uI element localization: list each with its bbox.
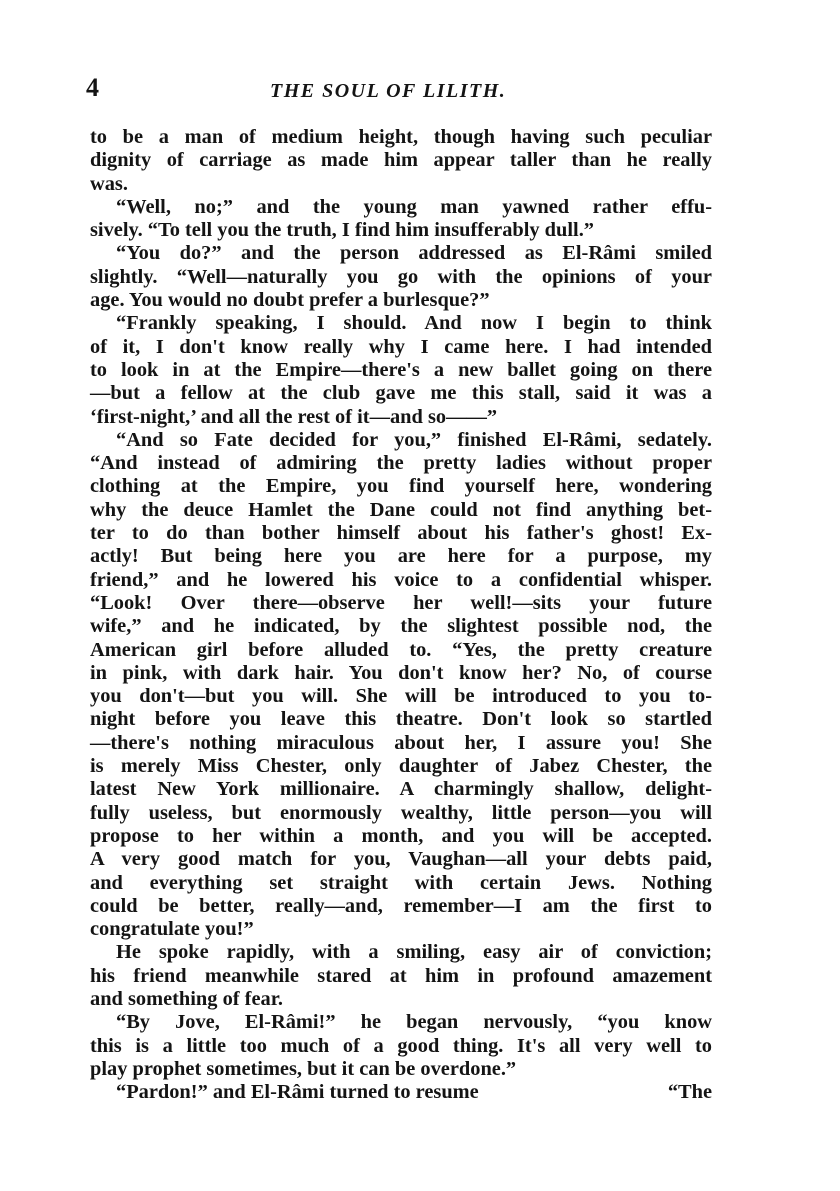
text-line: propose to her within a month, and you will be accepted. bbox=[90, 824, 712, 847]
text-line: his friend meanwhile stared at him in profound amazement bbox=[90, 964, 712, 987]
catchword: “The bbox=[667, 1081, 712, 1104]
text-line: A very good match for you, Vaughan—all your debts paid, bbox=[90, 848, 712, 871]
text-line: clothing at the Empire, you find yourself here, wondering bbox=[90, 475, 712, 498]
text-line: fully useless, but enormously wealthy, little person—you will bbox=[90, 801, 712, 824]
text-line: in pink, with dark hair. You don't know her? No, of course bbox=[90, 661, 712, 684]
text-line: of it, I don't know really why I came here. I had intended bbox=[90, 335, 712, 358]
text-line: was. bbox=[90, 172, 128, 195]
text-line: to be a man of medium height, though having such peculiar bbox=[90, 126, 712, 148]
text-line: you don't—but you will. She will be introduced to you to- bbox=[90, 685, 712, 708]
text-line: why the deuce Hamlet the Dane could not find anything bet- bbox=[90, 498, 712, 521]
text-line: and everything set straight with certain Jews. Nothing bbox=[90, 871, 712, 894]
text-line: slightly. “Well—naturally you go with the opinions of your bbox=[90, 265, 712, 288]
text-line: “Frankly speaking, I should. And now I begin to think bbox=[116, 312, 712, 335]
text-line: dignity of carriage as made him appear taller than he really bbox=[90, 149, 712, 172]
text-line: play prophet sometimes, but it can be overdone.” bbox=[90, 1057, 517, 1080]
text-line: —but a fellow at the club gave me this stall, said it was a bbox=[90, 382, 712, 405]
text-line: latest New York millionaire. A charmingly shallow, delight- bbox=[90, 778, 712, 801]
text-line: to look in at the Empire—there's a new ballet going on there bbox=[90, 358, 712, 381]
text-line: and something of fear. bbox=[90, 987, 283, 1010]
text-line: actly! But being here you are here for a purpose, my bbox=[90, 545, 712, 568]
text-line: night before you leave this theatre. Don't look so startled bbox=[90, 708, 712, 731]
text-line: wife,” and he indicated, by the slightest possible nod, the bbox=[90, 615, 712, 638]
text-line: ‘first-night,’ and all the rest of it—and so——” bbox=[90, 405, 498, 428]
text-line: American girl before alluded to. “Yes, the pretty creature bbox=[90, 638, 712, 661]
text-line: He spoke rapidly, with a smiling, easy air of conviction; bbox=[116, 941, 712, 964]
text-line: “And so Fate decided for you,” finished El-Râmi, sedately. bbox=[116, 428, 712, 451]
final-text-line bbox=[90, 1081, 712, 1104]
text-line: is merely Miss Chester, only daughter of Jabez Chester, the bbox=[90, 755, 712, 778]
text-line: sively. “To tell you the truth, I find him insufferably dull.” bbox=[90, 219, 594, 242]
running-head-title: THE SOUL OF LILITH. bbox=[270, 80, 507, 102]
text-line: “By Jove, El-Râmi!” he began nervously, “you know bbox=[116, 1011, 712, 1034]
text-line: age. You would no doubt prefer a burlesque?” bbox=[90, 289, 490, 312]
text-line: “Pardon!” and El-Râmi turned to resume bbox=[116, 1081, 479, 1104]
text-line: ter to do than bother himself about his father's ghost! Ex- bbox=[90, 522, 712, 545]
text-line: congratulate you!” bbox=[90, 918, 254, 941]
text-line: “And instead of admiring the pretty ladies without proper bbox=[90, 452, 712, 475]
text-line: could be better, really—and, remember—I am the first to bbox=[90, 894, 712, 917]
text-line: “Look! Over there—observe her well!—sits your future bbox=[90, 591, 712, 614]
text-line: this is a little too much of a good thing. It's all very well to bbox=[90, 1034, 712, 1057]
text-line: “Well, no;” and the young man yawned rather effu- bbox=[116, 195, 712, 218]
page-number: 4 bbox=[86, 73, 99, 102]
text-line: —there's nothing miraculous about her, I assure you! She bbox=[90, 731, 712, 754]
text-line: friend,” and he lowered his voice to a confidential whisper. bbox=[90, 568, 712, 591]
text-line: “You do?” and the person addressed as El-Râmi smiled bbox=[116, 242, 712, 265]
body-text bbox=[90, 126, 712, 1104]
